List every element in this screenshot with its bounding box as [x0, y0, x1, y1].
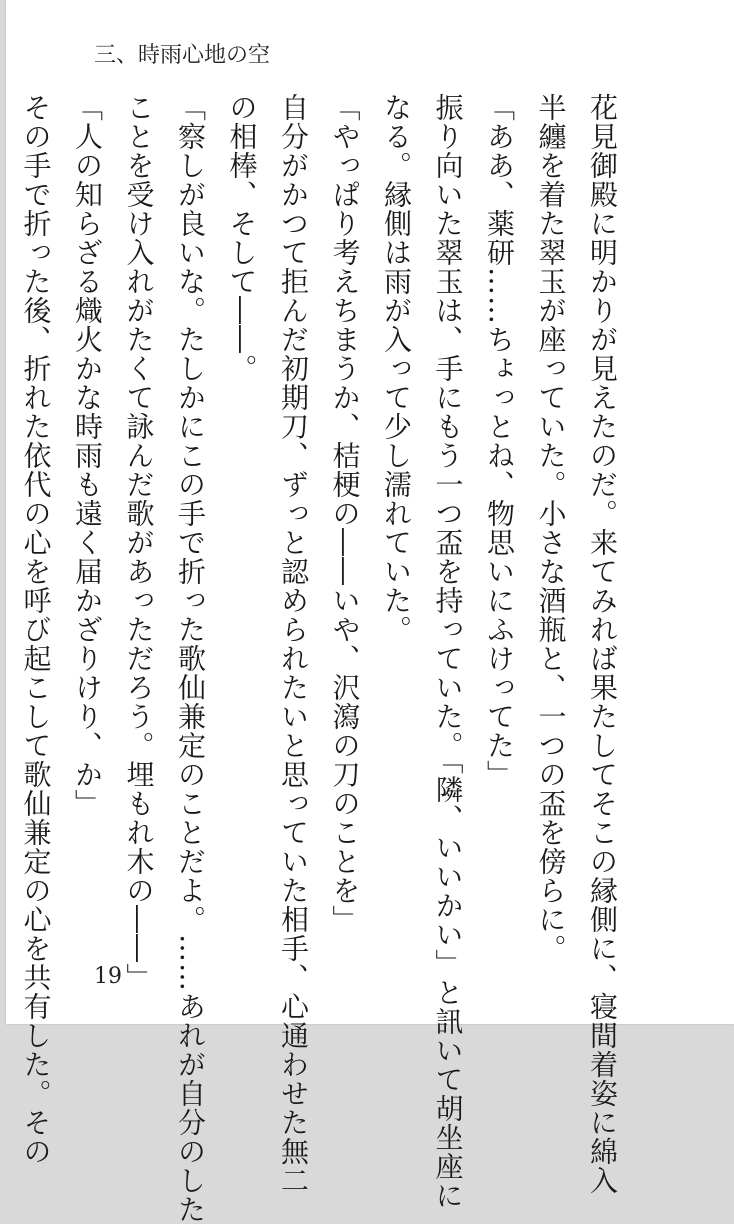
chapter-title: 三、時雨心地の空: [94, 43, 271, 68]
book-page: [6, 0, 734, 1224]
text-line: なる。縁側は雨が入って少し濡れていた。: [380, 93, 413, 644]
text-line: の相棒、そして――。: [225, 93, 259, 383]
page-number: 19: [94, 964, 122, 989]
text-line: 「やっぱり考えちまうか、桔梗の――いや、沢瀉の刀のことを」: [328, 93, 362, 934]
text-line: ことを受け入れがたくて詠んだ歌があっただろう。埋もれ木の――」: [122, 93, 156, 992]
text-line: 半纏を着た翠玉が座っていた。小さな酒瓶と、一つの盃を傍らに。: [534, 93, 568, 963]
text-line: 自分がかつて拒んだ初期刀、ずっと認められたいと思っていた相手、心通わせた無二: [277, 93, 310, 1195]
text-line: 「ああ、薬研……ちょっとね、物思いにふけってた」: [483, 93, 516, 789]
text-line: 「察しが良いな。たしかにこの手で折った歌仙兼定のことだよ。……あれが自分のした: [174, 93, 207, 1224]
text-line: 「人の知らざる熾火かな時雨も遠く届かざりけり、か」: [71, 93, 104, 818]
text-line: その手で折った後、折れた依代の心を呼び起こして歌仙兼定の心を共有した。その: [19, 93, 53, 1166]
text-line: 花見御殿に明かりが見えたのだ。来てみれば果たしてそこの縁側に、寝間着姿に綿入: [586, 93, 619, 1195]
text-line: 振り向いた翠玉は、手にもう一つ盃を持っていた。「隣、いいかい」と訊いて胡坐座に: [431, 93, 465, 1210]
